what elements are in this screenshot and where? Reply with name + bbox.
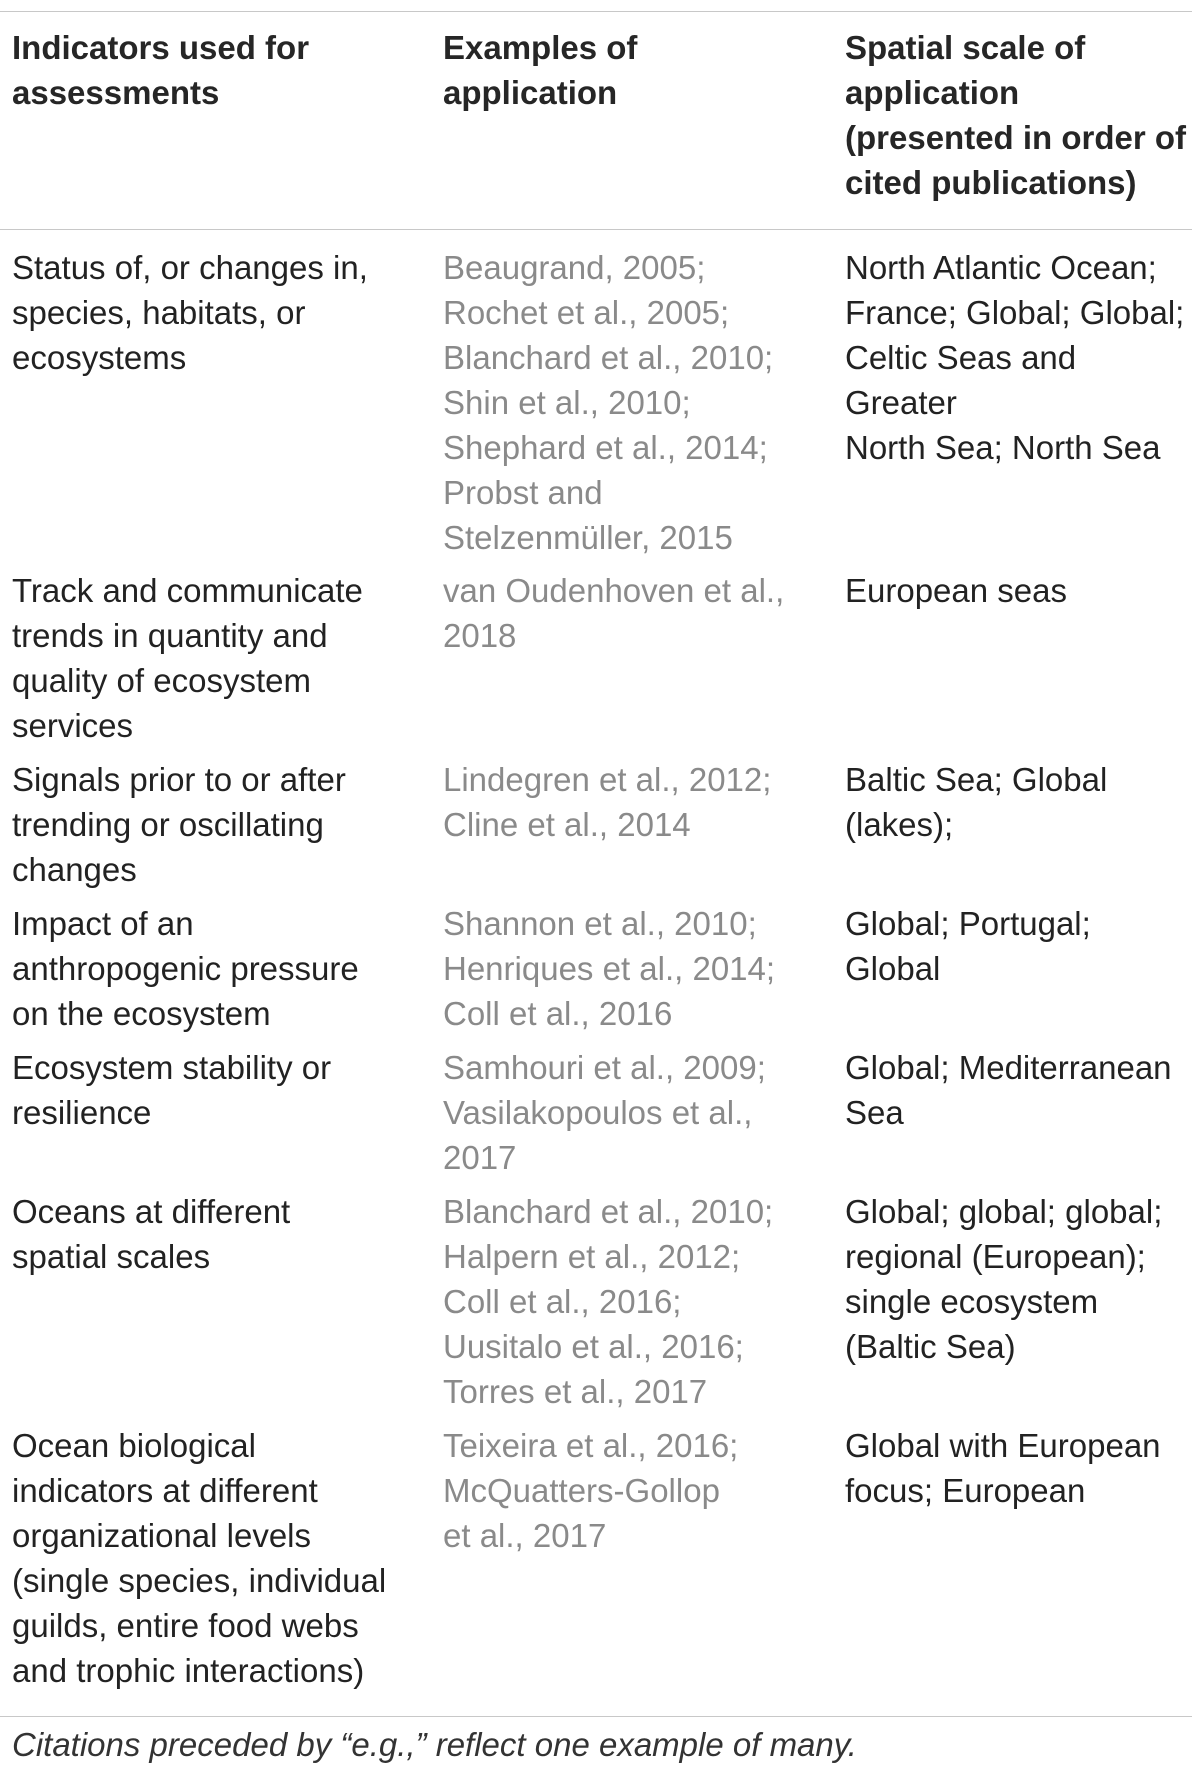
spatial-scale-cell: Global; global; global; regional (European); single ecosystem (Baltic Sea)	[845, 1193, 1163, 1365]
examples-cell: Samhouri et al., 2009; Vasilakopoulos et al., 2017	[443, 1049, 766, 1176]
indicator-cell: Impact of an anthropogenic pressure on the ecosystem	[12, 905, 359, 1032]
spatial-scale-cell: North Atlantic Ocean; France; Global; Global; Celtic Seas and Greater North Sea; North Sea	[845, 249, 1185, 466]
examples-cell: Lindegren et al., 2012; Cline et al., 2014	[443, 761, 772, 843]
spatial-scale-cell: Baltic Sea; Global (lakes);	[845, 761, 1108, 843]
examples-cell: Shannon et al., 2010; Henriques et al., 2014; Coll et al., 2016	[443, 905, 776, 1032]
table-bottom-rule	[0, 1716, 1192, 1717]
indicator-cell: Ecosystem stability or resilience	[12, 1049, 332, 1131]
spatial-scale-cell: Global; Mediterranean Sea	[845, 1049, 1172, 1131]
spatial-scale-cell: European seas	[845, 572, 1067, 609]
examples-cell: Blanchard et al., 2010; Halpern et al., 2012; Coll et al., 2016; Uusitalo et al., 2016; Torres et al., 2017	[443, 1193, 774, 1410]
indicator-cell: Track and communicate trends in quantity and quality of ecosystem services	[12, 572, 363, 744]
header-indicators: Indicators used for assessments	[12, 29, 310, 111]
table-header-rule	[0, 229, 1192, 230]
table-top-rule	[0, 11, 1192, 12]
spatial-scale-cell: Global with European focus; European	[845, 1427, 1161, 1509]
indicator-cell: Status of, or changes in, species, habitats, or ecosystems	[12, 249, 368, 376]
examples-cell: Teixeira et al., 2016; McQuatters-Gollop et al., 2017	[443, 1427, 739, 1554]
examples-cell: Beaugrand, 2005; Rochet et al., 2005; Blanchard et al., 2010; Shin et al., 2010; Shephard et al., 2014; Probst and Stelzenmüller, 2015	[443, 249, 774, 556]
indicator-cell: Signals prior to or after trending or oscillating changes	[12, 761, 346, 888]
indicator-cell: Ocean biological indicators at different organizational levels (single species, individual guilds, entire food webs and trophic interactions)	[12, 1427, 387, 1689]
spatial-scale-cell: Global; Portugal; Global	[845, 905, 1091, 987]
examples-cell: van Oudenhoven et al., 2018	[443, 572, 785, 654]
header-examples: Examples of application	[443, 29, 638, 111]
header-spatial-scale: Spatial scale of application (presented in order of cited publications)	[845, 29, 1187, 201]
table-footnote: Citations preceded by “e.g.,” reflect one example of many.	[12, 1726, 857, 1763]
indicator-cell: Oceans at different spatial scales	[12, 1193, 291, 1275]
